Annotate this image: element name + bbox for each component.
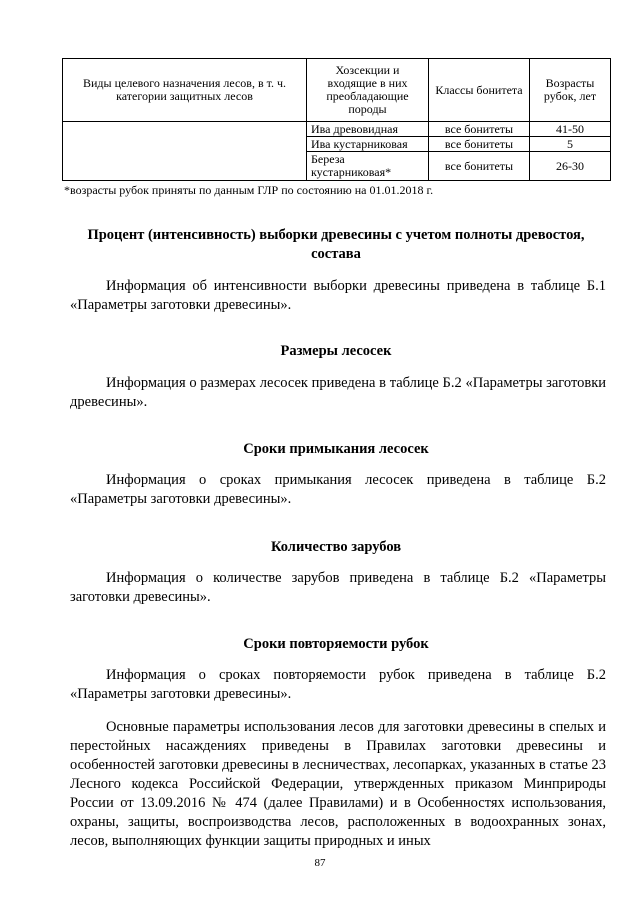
table-footnote: *возрасты рубок приняты по данным ГЛР по состоянию на 01.01.2018 г. <box>64 183 434 197</box>
table-row <box>63 122 611 137</box>
header-section: Хозсекции и входящие в них преобладающие породы <box>307 59 429 122</box>
cutting-age-table <box>62 58 611 181</box>
table-header-row <box>63 59 611 122</box>
section-text-plot-sizes: Информация о размерах лесосек приведена в таблице Б.2 «Параметры заготовки древесины». <box>70 375 606 410</box>
cell-section: Береза кустарниковая* <box>307 152 429 181</box>
section-text-adjacency: Информация о сроках примыкания лесосек приведена в таблице Б.2 «Параметры заготовки древесины». <box>70 472 606 507</box>
header-purpose: Виды целевого назначения лесов, в т. ч. категории защитных лесов <box>63 59 307 122</box>
final-paragraph: Основные параметры использования лесов для заготовки древесины в спелых и перестойных насаждениях приведены в Правилах заготовки древесины и особенностей заготовки древесины в лесничествах, лесопарках, указанных в статье 23 Лесного кодекса Российской Федерации, утвержденных приказом Минприроды России от 13.09.2016 № 474 (далее Правилами) и в Особенностях использования, охраны, защиты, воспроизводства лесов, расположенных в водоохранных зонах, лесов, выполняющих функции защиты природных и иных <box>70 719 606 849</box>
cell-purpose <box>63 122 307 181</box>
section-heading-intensity: Процент (интенсивность) выборки древесины с учетом полноты древостоя, состава <box>87 227 585 262</box>
cell-age: 41-50 <box>530 122 611 137</box>
cell-bonitet: все бонитеты <box>429 122 530 137</box>
cell-age: 26-30 <box>530 152 611 181</box>
section-heading-repeat-terms: Сроки повторяемости рубок <box>243 636 429 652</box>
header-age: Возрасты рубок, лет <box>530 59 611 122</box>
cell-section: Ива древовидная <box>307 122 429 137</box>
cell-bonitet: все бонитеты <box>429 137 530 152</box>
cell-bonitet: все бонитеты <box>429 152 530 181</box>
section-heading-adjacency: Сроки примыкания лесосек <box>243 441 429 457</box>
cell-age: 5 <box>530 137 611 152</box>
section-text-cuts-count: Информация о количестве зарубов приведена в таблице Б.2 «Параметры заготовки древесины». <box>70 570 606 605</box>
section-heading-plot-sizes: Размеры лесосек <box>280 343 392 359</box>
cell-section: Ива кустарниковая <box>307 137 429 152</box>
page-number: 87 <box>314 857 326 869</box>
section-text-repeat-terms: Информация о сроках повторяемости рубок приведена в таблице Б.2 «Параметры заготовки древесины». <box>70 667 606 702</box>
header-bonitet: Классы бонитета <box>429 59 530 122</box>
section-text-intensity: Информация об интенсивности выборки древесины приведена в таблице Б.1 «Параметры заготовки древесины». <box>70 278 606 313</box>
section-heading-cuts-count: Количество зарубов <box>270 539 402 555</box>
